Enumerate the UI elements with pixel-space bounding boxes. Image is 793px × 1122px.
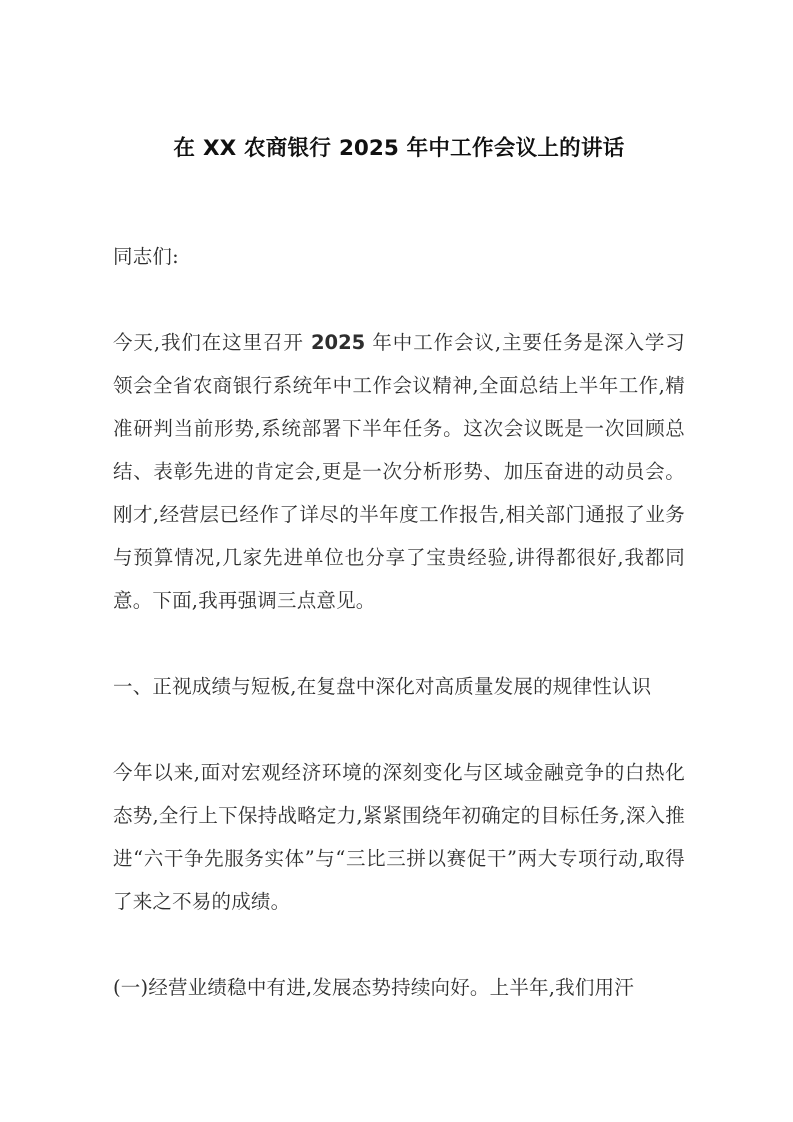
salutation: 同志们: [113,245,179,268]
paragraph-intro: 今天,我们在这里召开 2025 年中工作会议,主要任务是深入学习领会全省农商银行系统年中工作会议精神,全面总结上半年工作,精准研判当前形势,系统部署下半年任务。这次会议既是一次回顾总结、表彰先进的肯定会,更是一次分析形势、加压奋进的动员会。刚才,经营层已经作了详尽的半年度工作报告,相关部门通报了业务与预算情况,几家先进单位也分享了宝贵经验,讲得都很好,我都同意。下面,我再强调三点意见。 [113,331,685,612]
paragraph-item-one: (一)经营业绩稳中有进,发展态势持续向好。上半年,我们用汗 [113,976,634,999]
section-heading-one: 一、正视成绩与短板,在复盘中深化对高质量发展的规律性认识 [113,675,652,698]
page-title: 在 XX 农商银行 2025 年中工作会议上的讲话 [173,136,625,161]
title-block [113,0,685,170]
document-content [113,0,685,1009]
paragraph-section-one-body: 今年以来,面对宏观经济环境的深刻变化与区域金融竞争的白热化态势,全行上下保持战略定力,紧紧围绕年初确定的目标任务,深入推进“六干争先服务实体”与“三比三拼以赛促干”两大专项行动,取得了来之不易的成绩。 [113,761,685,913]
